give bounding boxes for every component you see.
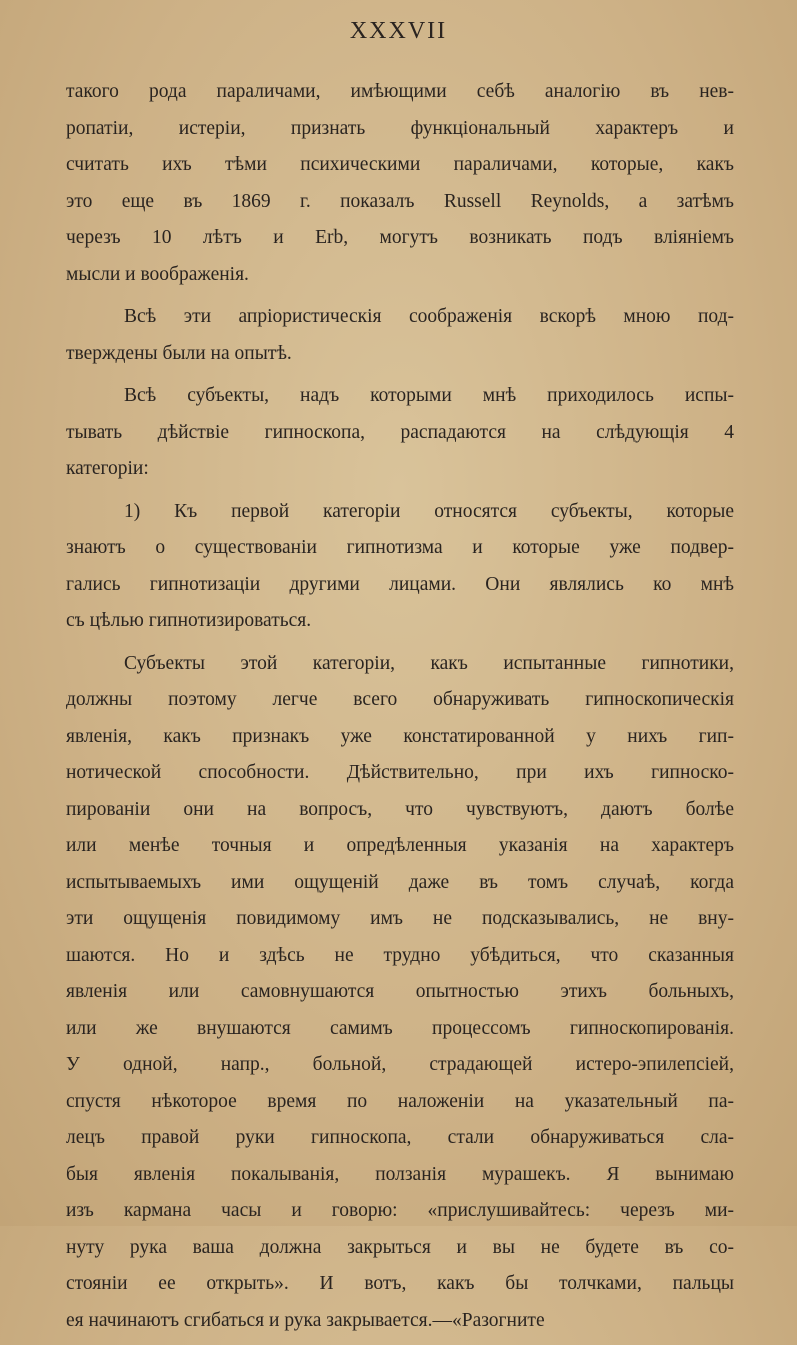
text-line: знаютъ о существованіи гипнотизма и которые уже подвер- bbox=[66, 537, 734, 558]
paragraph-1 bbox=[66, 74, 734, 293]
text-line: или менѣе точныя и опредѣленныя указанія на характеръ bbox=[66, 835, 734, 856]
text-line: тверждены были на опытѣ. bbox=[66, 342, 292, 364]
text-line: это еще въ 1869 г. показалъ Russell Reynolds, а затѣмъ bbox=[66, 190, 734, 212]
text-line: эти ощущенія повидимому имъ не подсказывались, не вну- bbox=[66, 908, 734, 929]
text-line: стояніи ее открыть». И вотъ, какъ бы толчками, пальцы bbox=[66, 1273, 734, 1294]
text-line: 1) Къ первой категоріи относятся субъекты, которые bbox=[124, 500, 734, 522]
text-line: черезъ 10 лѣтъ и Erb, могутъ возникать подъ вліяніемъ bbox=[66, 227, 734, 248]
text-line: ея начинаютъ сгибаться и рука закрывается.—«Разогните bbox=[66, 1309, 545, 1331]
text-line: спустя нѣкоторое время по наложеніи на указательный па- bbox=[66, 1090, 734, 1112]
paragraph-5 bbox=[66, 646, 734, 1340]
text-line: мысли и воображенія. bbox=[66, 263, 249, 285]
text-line: Всѣ эти апріористическія соображенія вскорѣ мною под- bbox=[124, 306, 734, 327]
text-line: У одной, напр., больной, страдающей истеро-эпилепсіей, bbox=[66, 1054, 734, 1075]
text-line: тывать дѣйствіе гипноскопа, распадаются на слѣдующія 4 bbox=[66, 421, 734, 443]
text-line: или же внушаются самимъ процессомъ гипноскопированія. bbox=[66, 1017, 734, 1039]
text-line: считать ихъ тѣми психическими параличами, которые, какъ bbox=[66, 154, 734, 175]
text-line: Всѣ субъекты, надъ которыми мнѣ приходилось испы- bbox=[124, 385, 734, 406]
text-line: лецъ правой руки гипноскопа, стали обнаруживаться сла- bbox=[66, 1127, 734, 1148]
text-line: явленія, какъ признакъ уже констатированной у нихъ гип- bbox=[66, 725, 734, 747]
paragraph-4 bbox=[66, 494, 734, 640]
text-line: пированіи они на вопросъ, что чувствуютъ, даютъ болѣе bbox=[66, 798, 734, 820]
text-line: категоріи: bbox=[66, 458, 149, 479]
text-line: должны поэтому легче всего обнаруживать гипноскопическія bbox=[66, 689, 734, 710]
text-line: быя явленія покалыванія, ползанія мурашекъ. Я вынимаю bbox=[66, 1163, 734, 1185]
text-line: такого рода параличами, имѣющими себѣ аналогію въ нев- bbox=[66, 81, 734, 102]
text-line: гались гипнотизаціи другими лицами. Они являлись ко мнѣ bbox=[66, 573, 734, 595]
text-line: изъ кармана часы и говорю: «прислушивайтесь: черезъ ми- bbox=[66, 1200, 734, 1221]
text-line: испытываемыхъ ими ощущеній даже въ томъ случаѣ, когда bbox=[66, 871, 734, 893]
text-line: съ цѣлью гипнотизироваться. bbox=[66, 610, 312, 631]
text-line: нотической способности. Дѣйствительно, при ихъ гипноско- bbox=[66, 762, 734, 783]
page-number: XXXVII bbox=[349, 18, 448, 44]
paragraph-3 bbox=[66, 378, 734, 488]
text-line: Субъекты этой категоріи, какъ испытанные гипнотики, bbox=[124, 652, 734, 674]
paragraph-2 bbox=[66, 299, 734, 372]
text-line: явленія или самовнушаются опытностью этихъ больныхъ, bbox=[66, 981, 734, 1002]
body-text bbox=[66, 74, 734, 1345]
text-line: шаются. Но и здѣсь не трудно убѣдиться, что сказанныя bbox=[66, 944, 734, 966]
text-line: ропатіи, истеріи, признать функціональный характеръ и bbox=[66, 117, 734, 139]
text-line: нуту рука ваша должна закрыться и вы не будете въ со- bbox=[66, 1236, 734, 1258]
